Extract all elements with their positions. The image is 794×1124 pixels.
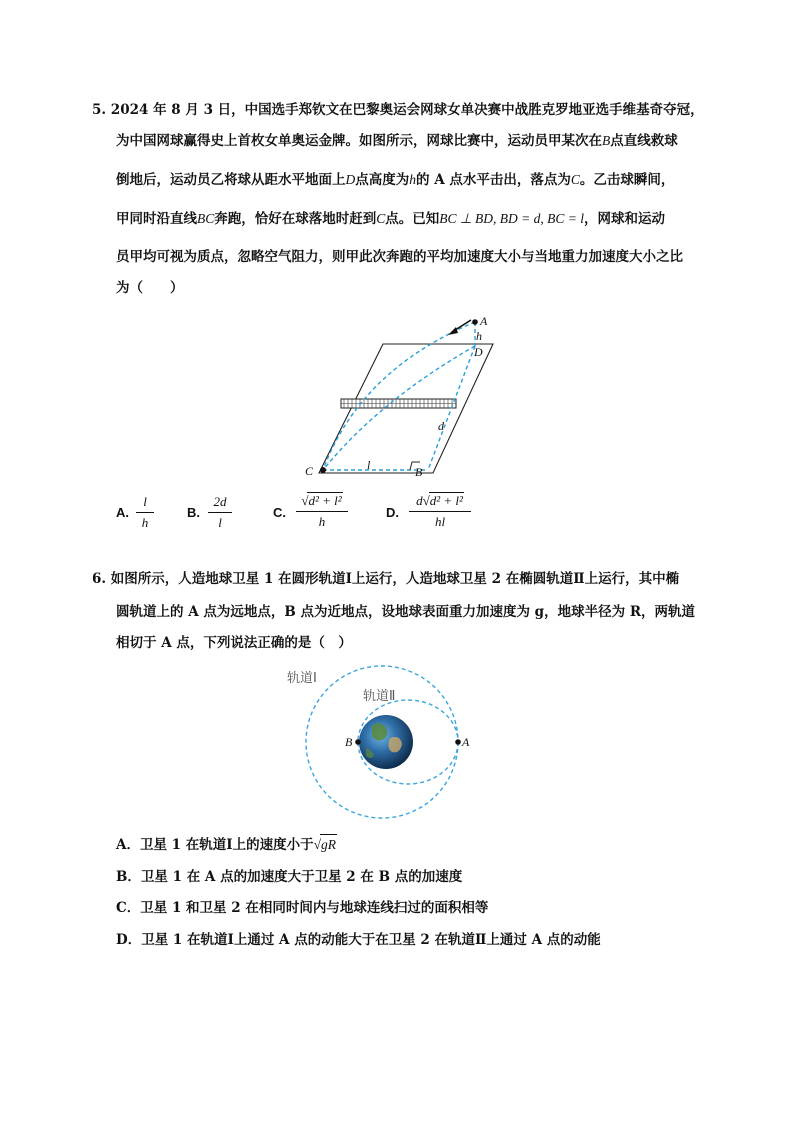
q5-line-5: 员甲均可视为质点，忽略空气阻力，则甲此次奔跑的平均加速度大小与当地重力加速度大小之比 (116, 249, 683, 265)
q5-option-A-label: A. (116, 505, 129, 520)
q5-option-D-fraction: d√d² + l² hl (409, 492, 471, 530)
q6-line-3: 相切于 A 点，下列说法正确的是（ ） (116, 635, 352, 651)
q6-choice-B: B．卫星 1 在 A 点的加速度大于卫星 2 在 B 点的加速度 (116, 869, 463, 885)
label-C: C (305, 464, 314, 478)
label-B: B (415, 465, 423, 479)
q6-line-2: 圆轨道上的 A 点为远地点，B 点为近地点，设地球表面重力加速度为 g，地球半径为 R，两轨道 (116, 604, 696, 620)
label-orbit-B: B (345, 735, 353, 749)
label-orbit-1: 轨道Ⅰ (287, 671, 317, 686)
q6-line-1: 6. 如图所示，人造地球卫星 1 在圆形轨道Ⅰ上运行，人造地球卫星 2 在椭圆轨道Ⅱ上运行，其中椭 (92, 571, 680, 587)
q5-option-C-fraction: √d² + l² h (296, 492, 348, 530)
q5-line-2: 为中国网球赢得史上首枚女单奥运金牌。如图所示，网球比赛中，运动员甲某次在B点直线救球 (116, 133, 678, 149)
q5-number: 5. (92, 102, 107, 118)
q5-text-1: 2024 年 8 月 3 日，中国选手郑钦文在巴黎奥运会网球女单决赛中战胜克罗地亚选手维基奇夺冠， (110, 102, 704, 118)
q5-option-D-label: D. (386, 505, 399, 520)
q5-option-B-fraction: 2d l (208, 494, 232, 531)
q5-option-B-label: B. (187, 505, 200, 520)
q5-option-A-fraction: l h (136, 494, 154, 531)
label-l: l (367, 458, 371, 472)
q6-choice-C: C．卫星 1 和卫星 2 在相同时间内与地球连线扫过的面积相等 (116, 900, 489, 916)
label-d: d (438, 419, 444, 433)
q5-line-6: 为（ ） (116, 280, 184, 296)
q5-line-4: 甲同时沿直线BC奔跑，恰好在球落地时赶到C点。已知BC ⊥ BD, BD = d, BC = l，网球和运动 (116, 211, 666, 227)
q5-condition: BC ⊥ BD, BD = d, BC = l (439, 211, 585, 226)
point-A (455, 739, 461, 745)
q5-line-3: 倒地后，运动员乙将球从距水平地面上D点高度为h的 A 点水平击出，落点为C。乙击球瞬间， (116, 172, 675, 188)
q6-number: 6. (92, 571, 107, 587)
label-A: A (480, 314, 488, 328)
label-h: h (476, 329, 482, 343)
q6-choice-D: D．卫星 1 在轨道Ⅰ上通过 A 点的动能大于在卫星 2 在轨道Ⅱ上通过 A 点的动能 (116, 932, 601, 948)
q6-choice-A: A．卫星 1 在轨道Ⅰ上的速度小于√gR (116, 834, 337, 855)
point-B (355, 739, 361, 745)
label-orbit-A: A (462, 735, 470, 749)
q5-option-C-label: C. (273, 505, 286, 520)
earth-image (359, 715, 413, 769)
label-D: D (474, 345, 483, 359)
label-orbit-2: 轨道Ⅱ (363, 689, 396, 704)
